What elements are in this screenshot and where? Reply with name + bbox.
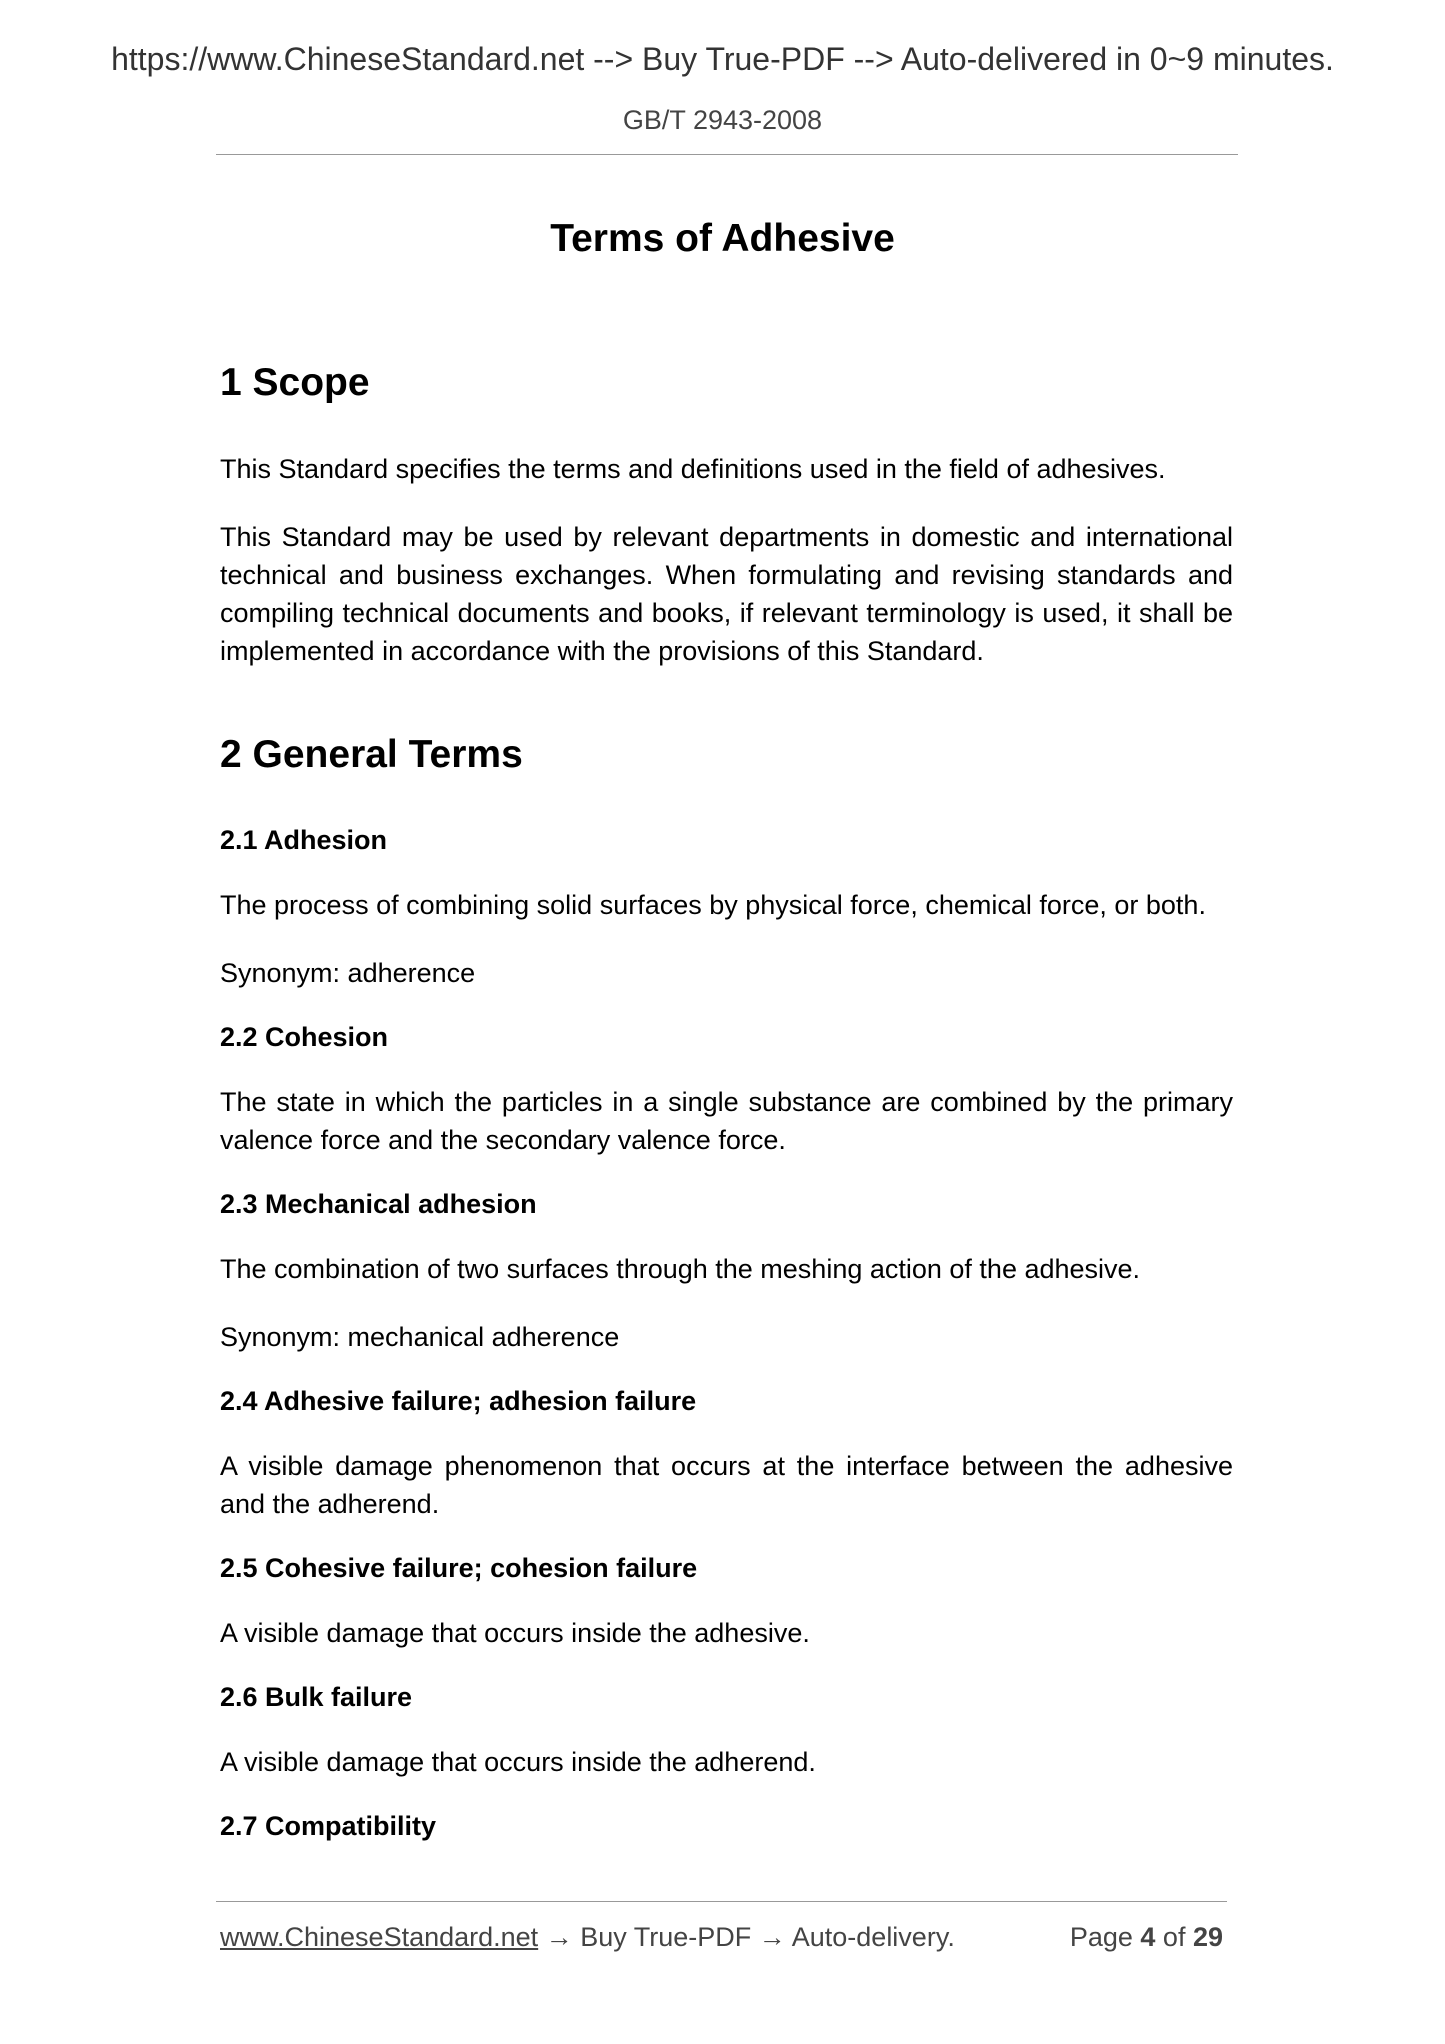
footer-promo: [220, 1920, 955, 1955]
page-label: Page: [1069, 1922, 1141, 1952]
page-total: 29: [1192, 1922, 1223, 1952]
section-heading-general-terms: 2 General Terms: [220, 732, 523, 776]
term-synonym: Synonym: adherence: [220, 957, 476, 988]
page-current: 4: [1140, 1922, 1156, 1952]
scope-paragraph: This Standard specifies the terms and definitions used in the field of adhesives.: [220, 453, 1166, 484]
term-entry: [220, 1680, 1233, 1781]
term-entry: [220, 1384, 1233, 1523]
term-heading: 2.7 Compatibility: [220, 1811, 437, 1842]
term-definition: The process of combining solid surfaces by physical force, chemical force, or both.: [220, 889, 1206, 920]
term-heading: 2.5 Cohesive failure; cohesion failure: [220, 1552, 698, 1583]
term-entry: [220, 1551, 1233, 1652]
page-indicator: [1070, 1920, 1223, 1955]
section-heading-scope: 1 Scope: [220, 361, 370, 404]
term-entry: [220, 1187, 1233, 1356]
footer-divider: [216, 1901, 1227, 1902]
term-heading: 2.6 Bulk failure: [220, 1682, 413, 1713]
term-heading: 2.4 Adhesive failure; adhesion failure: [220, 1385, 697, 1416]
term-definition: The combination of two surfaces through the meshing action of the adhesive.: [220, 1253, 1141, 1284]
term-definition: A visible damage that occurs inside the adherend.: [220, 1747, 816, 1778]
term-heading: 2.3 Mechanical adhesion: [220, 1188, 537, 1219]
term-synonym: Synonym: mechanical adherence: [220, 1321, 620, 1352]
document-body: [220, 360, 1233, 1844]
term-heading: 2.1 Adhesion: [220, 824, 388, 855]
term-definition: The state in which the particles in a single substance are combined by the primary valence force and the secondary valence force.: [220, 1086, 1233, 1155]
term-entry: [220, 1809, 1233, 1844]
header-divider: [216, 154, 1238, 155]
term-entry: [220, 1020, 1233, 1159]
term-entry: [220, 823, 1233, 992]
page-of-label: of: [1155, 1922, 1193, 1952]
term-definition: A visible damage phenomenon that occurs at the interface between the adhesive and the adherend.: [220, 1450, 1233, 1519]
term-heading: 2.2 Cohesion: [220, 1021, 389, 1052]
footer-site-link[interactable]: www.ChineseStandard.net: [220, 1922, 539, 1952]
footer-tagline: → Buy True-PDF → Auto-delivery.: [538, 1922, 955, 1952]
scope-paragraph: This Standard may be used by relevant departments in domestic and international technical and business exchanges. When formulating and revising standards and compiling technical documents and books, if relevant terminology is used, it shall be implemented in accordance with the provisions of this Standard.: [220, 521, 1233, 666]
term-definition: A visible damage that occurs inside the adhesive.: [220, 1618, 810, 1649]
standard-number: GB/T 2943-2008: [622, 105, 823, 135]
site-banner: https://www.ChineseStandard.net --> Buy True-PDF --> Auto-delivered in 0~9 minutes.: [111, 41, 1334, 77]
document-title: Terms of Adhesive: [550, 217, 895, 260]
